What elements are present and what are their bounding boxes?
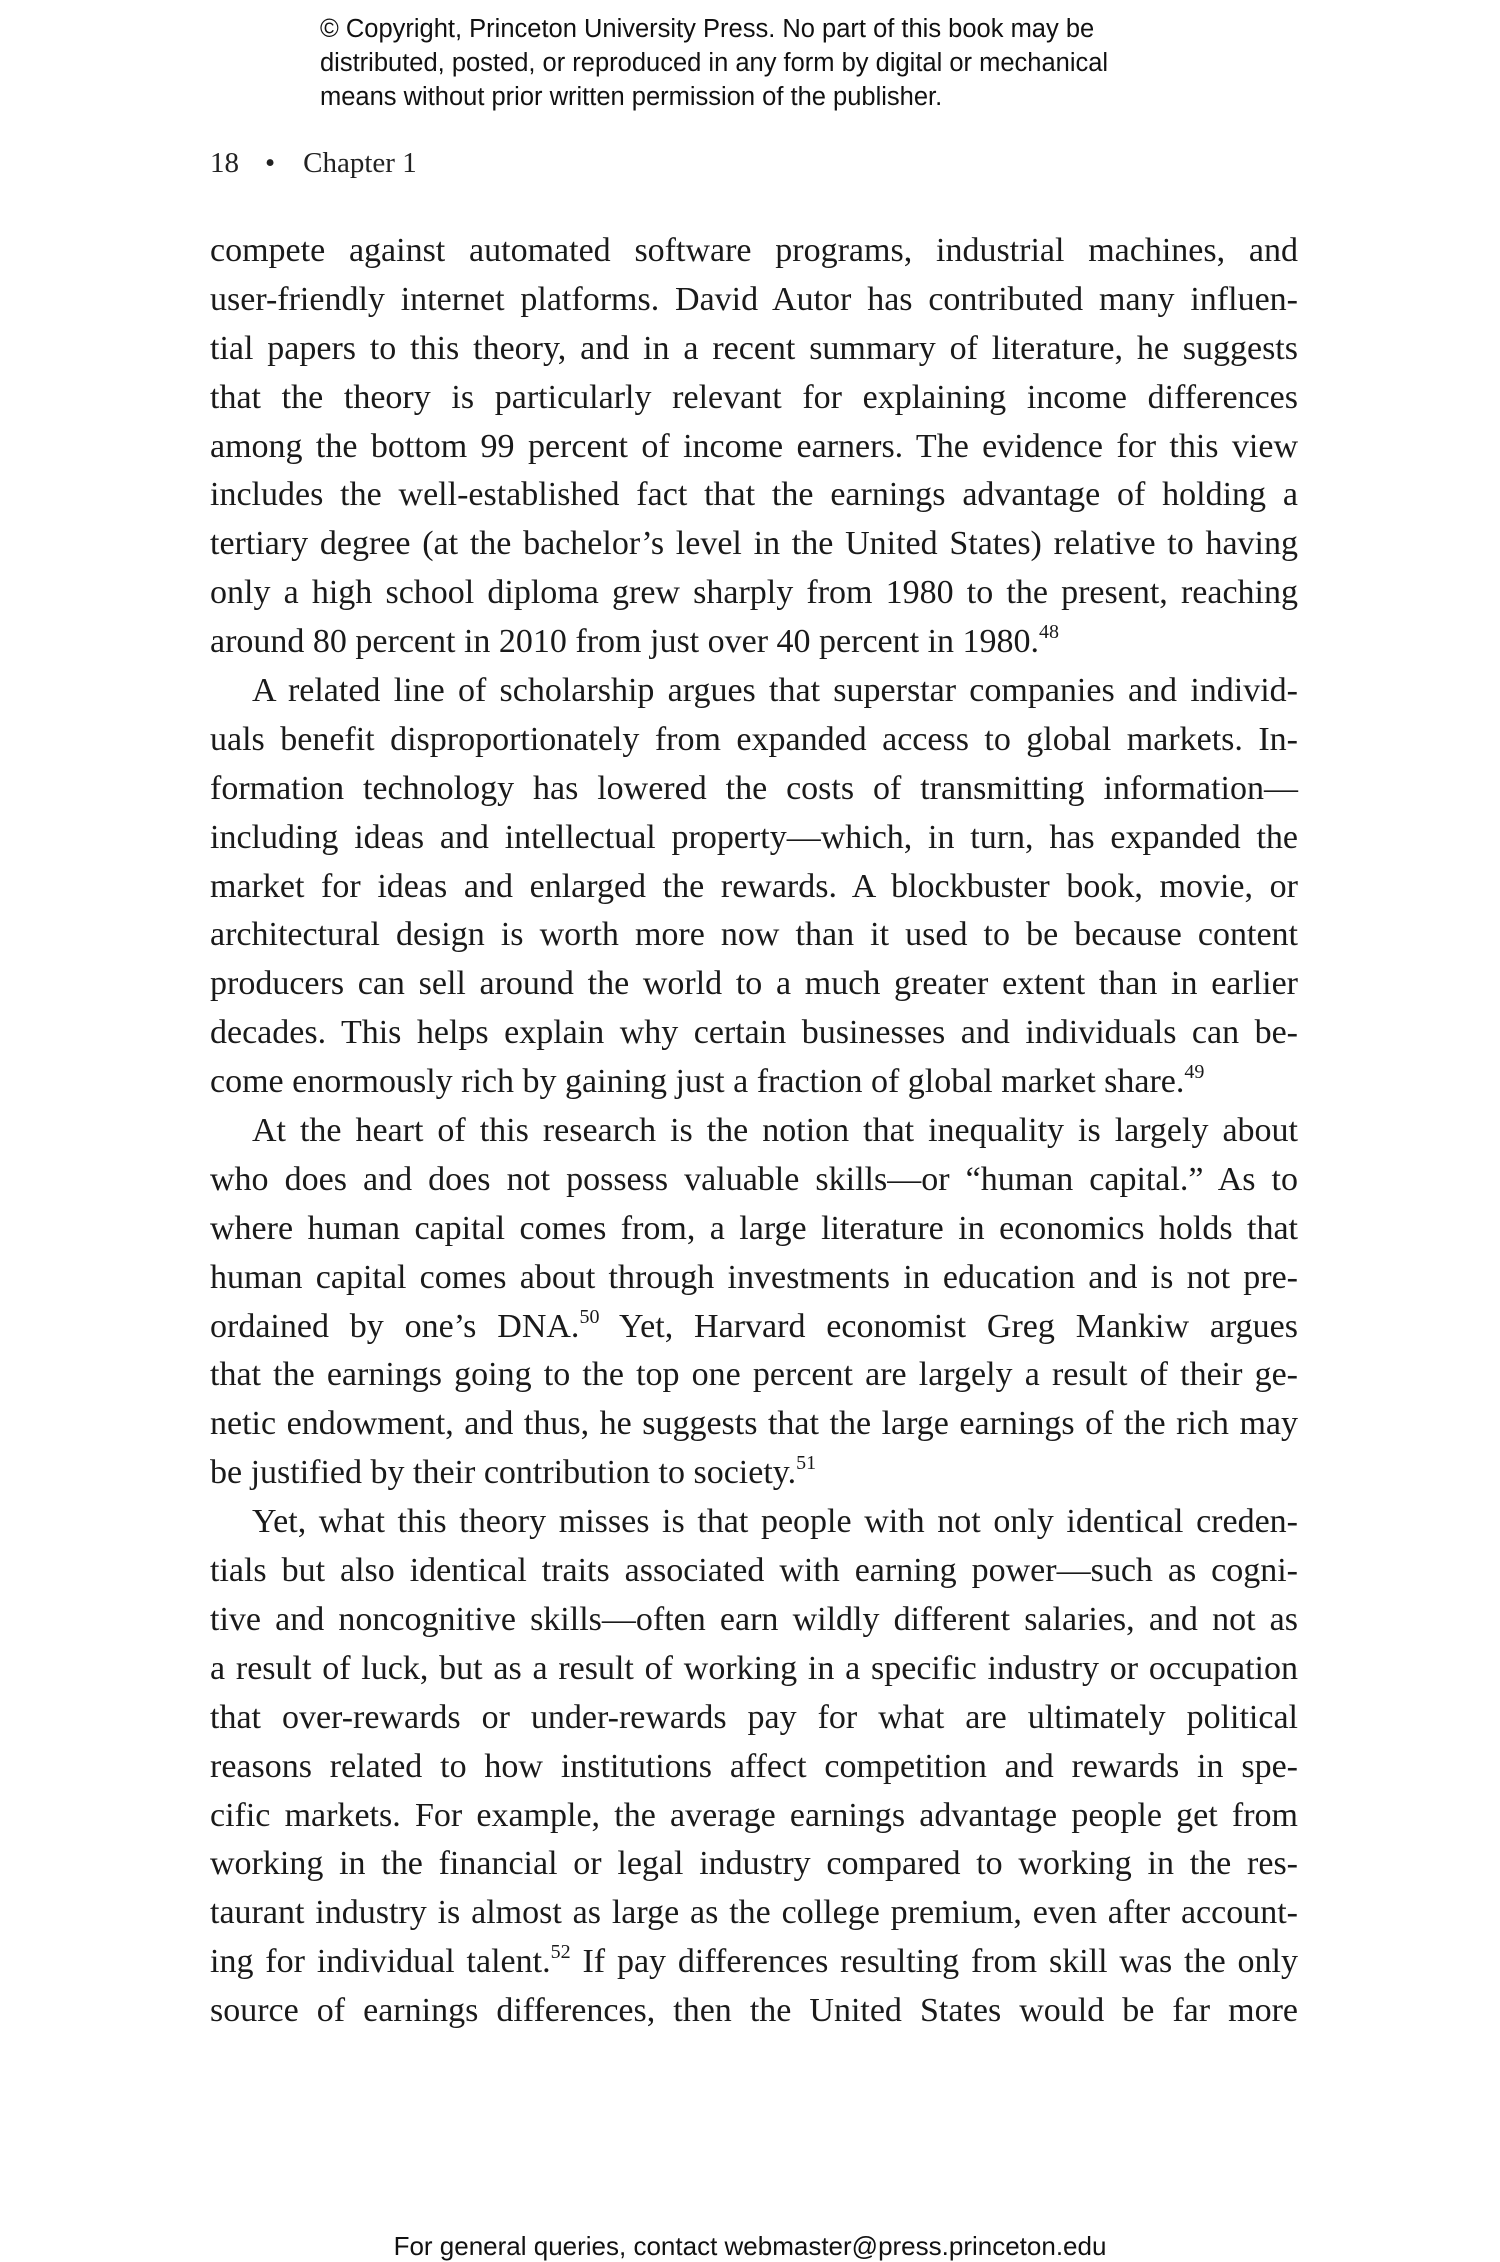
bullet-separator: • [265, 147, 276, 179]
text-line: tial papers to this theory, and in a recent summary of literature, he suggests [210, 329, 1298, 367]
text-line: At the heart of this research is the notion that inequality is largely about [252, 1112, 1298, 1150]
text-line: includes the well-established fact that the earnings advantage of holding a [210, 476, 1298, 514]
text-line: tive and noncognitive skills—often earn wildly different salaries, and not as [210, 1600, 1298, 1638]
footnote-ref[interactable]: 48 [1039, 621, 1060, 644]
paragraph [210, 1498, 1298, 2036]
text-line: reasons related to how institutions affect competition and rewards in spe- [210, 1747, 1298, 1785]
text-line: formation technology has lowered the costs of transmitting information— [210, 769, 1298, 807]
text-line: A related line of scholarship argues that superstar companies and individ- [252, 672, 1298, 710]
text-line: compete against automated software programs, industrial machines, and [210, 232, 1298, 269]
text-line: working in the financial or legal industry compared to working in the res- [210, 1845, 1298, 1883]
text-line: among the bottom 99 percent of income earners. The evidence for this view [210, 427, 1298, 465]
text-line [210, 1303, 1298, 1352]
text-line: tials but also identical traits associated with earning power—such as cogni- [210, 1552, 1298, 1590]
paragraph [210, 1107, 1298, 1498]
line-text: be justified by their contribution to society. [210, 1454, 797, 1492]
text-line [210, 1449, 1298, 1498]
copyright-notice [320, 12, 1240, 114]
footnote-ref[interactable]: 50 [579, 1305, 600, 1328]
text-line: market for ideas and enlarged the rewards. A blockbuster book, movie, or [210, 867, 1298, 905]
copyright-line: © Copyright, Princeton University Press. No part of this book may be [320, 15, 1095, 43]
copyright-line: distributed, posted, or reproduced in any form by digital or mechanical [320, 49, 1109, 77]
text-line: a result of luck, but as a result of working in a specific industry or occupation [210, 1649, 1298, 1687]
text-line: user-friendly internet platforms. David Autor has contributed many influen- [210, 280, 1298, 318]
footnote-ref[interactable]: 49 [1184, 1061, 1205, 1084]
text-line: uals benefit disproportionately from expanded access to global markets. In- [210, 720, 1298, 758]
text-line: architectural design is worth more now than it used to be because content [210, 916, 1298, 954]
footnote-ref[interactable]: 52 [550, 1941, 571, 1964]
text-line [210, 618, 1298, 667]
footnote-ref[interactable]: 51 [796, 1452, 817, 1475]
text-line: tertiary degree (at the bachelor’s level in the United States) relative to having [210, 525, 1298, 563]
line-text: ing for individual talent. [210, 1943, 551, 1981]
chapter-label: Chapter 1 [303, 147, 417, 179]
text-line: source of earnings differences, then the United States would be far more [210, 1992, 1298, 2030]
text-line: decades. This helps explain why certain businesses and individuals can be- [210, 1014, 1298, 1052]
text-line: Yet, what this theory misses is that people with not only identical creden- [252, 1503, 1298, 1541]
running-head [210, 147, 417, 180]
footer-contact: For general queries, contact webmaster@press.princeton.edu [393, 2231, 1107, 2261]
text-line: that the theory is particularly relevant for explaining income differences [210, 378, 1298, 416]
text-line: that over-rewards or under-rewards pay for what are ultimately political [210, 1698, 1298, 1736]
page-number: 18 [210, 147, 239, 179]
text-line: human capital comes about through investments in education and is not pre- [210, 1258, 1298, 1296]
copyright-line: means without prior written permission of the publisher. [320, 83, 943, 111]
line-text: around 80 percent in 2010 from just over 40 percent in 1980. [210, 623, 1040, 661]
text-line: where human capital comes from, a large literature in economics holds that [210, 1209, 1298, 1247]
text-line: taurant industry is almost as large as the college premium, even after account- [210, 1894, 1298, 1932]
text-line [210, 1058, 1298, 1107]
line-text: come enormously rich by gaining just a fraction of global market share. [210, 1063, 1185, 1101]
text-line: including ideas and intellectual property—which, in turn, has expanded the [210, 818, 1298, 856]
text-line: who does and does not possess valuable skills—or “human capital.” As to [210, 1160, 1298, 1198]
body-text [210, 227, 1298, 2036]
text-line: cific markets. For example, the average earnings advantage people get from [210, 1796, 1298, 1834]
line-text: ordained by one’s DNA. [210, 1307, 580, 1345]
text-line: only a high school diploma grew sharply from 1980 to the present, reaching [210, 574, 1298, 612]
line-text: If pay differences resulting from skill was the only [570, 1943, 1298, 1981]
text-line: producers can sell around the world to a much greater extent than in earlier [210, 965, 1298, 1003]
text-line: netic endowment, and thus, he suggests that the large earnings of the rich may [210, 1405, 1298, 1443]
paragraph [210, 227, 1298, 667]
paragraph [210, 667, 1298, 1107]
text-line [210, 1938, 1298, 1987]
line-text: Yet, Harvard economist Greg Mankiw argues [599, 1307, 1298, 1345]
text-line: that the earnings going to the top one percent are largely a result of their ge- [210, 1356, 1298, 1394]
